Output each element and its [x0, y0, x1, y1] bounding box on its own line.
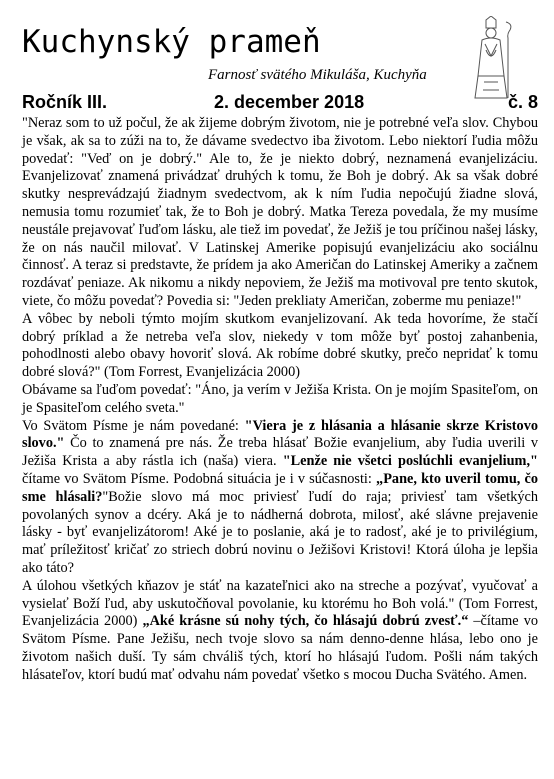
article-paragraph-4	[22, 418, 538, 578]
article-paragraph-5	[22, 578, 538, 685]
scripture-quote-3: „Pane, kto uveril tomu, čo sme hlásali?	[22, 470, 538, 505]
issue-number: č. 8	[507, 92, 538, 112]
text-run: Čo to znamená pre nás. Že treba hlásať Božie evanjelium, aby ľudia uverili v Ježiša Krista a aby rástla ich (naša) viera.	[22, 435, 538, 470]
scripture-quote-4: „Aké krásne sú nohy tých, čo hlásajú dobrú zvesť.“	[142, 613, 469, 630]
newsletter-title: Kuchynský prameň	[22, 24, 321, 60]
scripture-quote-1: "Viera je z hlásania a hlásanie skrze Kristovo slovo."	[22, 417, 538, 452]
text-run: –čítame vo Svätom Písme. Pane Ježišu, nech tvoje slovo sa nám denno-denne hlása, lebo ono je životom našich duší. Ty sám chváliš tých, ktorí ho hlásajú ľudom. Pošli nám takých hlásateľov, ktorí budú mať odvahu nám povedať všetko s mocou Ducha Svätého. Amen.	[22, 613, 538, 683]
parish-subtitle: Farnosť svätého Mikuláša, Kuchyňa	[208, 67, 427, 83]
article-paragraph-2: A vôbec by neboli týmto mojím skutkom evanjelizovaní. Ak teda hovoríme, že stačí dobrý príklad a že netreba veľa slov, niekedy v tom môže byť postoj zahanbenia, pohodlnosti alebo obavy hovoriť slová. Ak robíme dobré skutky, prečo nepridať k tomu dobré slová?" (Tom Forrest, Evanjelizácia 2000)	[22, 310, 538, 381]
article-paragraph-3: Obávame sa ľuďom povedať: "Áno, ja verím v Ježiša Krista. On je mojím Spasiteľom, on je Spasiteľom celého sveta."	[22, 381, 538, 416]
scripture-quote-2: "Lenže nie všetci poslúchli evanjelium,"	[282, 453, 538, 470]
article-body	[22, 115, 538, 685]
masthead	[22, 10, 522, 90]
text-run: Vo Svätom Písme je nám povedané:	[22, 417, 245, 434]
text-run: čítame vo Svätom Písme. Podobná situácia je i v súčasnosti:	[22, 470, 377, 487]
issue-info-row	[22, 92, 538, 114]
text-run: A úlohou všetkých kňazov je stáť na kazateľnici ako na streche a pozývať, vyučovať a vysielať Boží ľud, aby uskutočňoval povolanie, ku ktorému ho Boh volá." (Tom Forrest, Evanjelizácia 2000)	[22, 577, 538, 630]
volume-label: Ročník III.	[22, 92, 108, 112]
issue-date: 2. december 2018	[214, 92, 365, 112]
saint-nicholas-icon	[466, 16, 516, 100]
article-paragraph-1: "Neraz som to už počul, že ak žijeme dobrým životom, nie je potrebné veľa slov. Chybou je však, ak sa to zúži na to, že dávame svedectvo iba životom. Lebo niektorí ľudia môžu povedať: "Veď on je dobrý." Ale to, že je niekto dobrý, neznamená evanjelizáciu. Evanjelizovať znamená privádzať druhých k tomu, že Boh je dobrý. Ak sa však dobré skutky nesprevádzajú žiadnym svedectvom, ak k ním ľudia nepočujú žiadne slová, nemusia tomu rozumieť tak, že to Boh je dobrý. Matka Tereza povedala, že my musíme neustále prejavovať ľuďom lásku, ale tiež im povedať, že Ježiš je tou príčinou našej lásky, že on nás naučil milovať. V Latinskej Amerike popisujú evanjelizáciu ako sociálnu činnosť. A teraz si predstavte, že prídem ja ako Američan do Latinskej Ameriky a začnem rozdávať peniaze. Ak nikomu a nikdy nepoviem, že Ježiš ma motivoval pre tento skutok, viete, čo môžu povedať? Povedia si: "Jeden prekliaty Američan, zoberme mu peniaze!"	[22, 115, 538, 309]
text-run: "Božie slovo má moc priviesť ľudí do raja; priviesť tam všetkých povolaných synov a dcéry. Aká je to nádherná dobrota, milosť, aké slávne prejavenie lásky - byť evanjelizátorom! Aké je to poslanie, aká je to radosť, aké je to privilégium, mať príležitosť kričať zo striech dobrú novinu o Ježišovi Kristovi! Ktorá úloha je lepšia ako táto?	[22, 488, 538, 576]
